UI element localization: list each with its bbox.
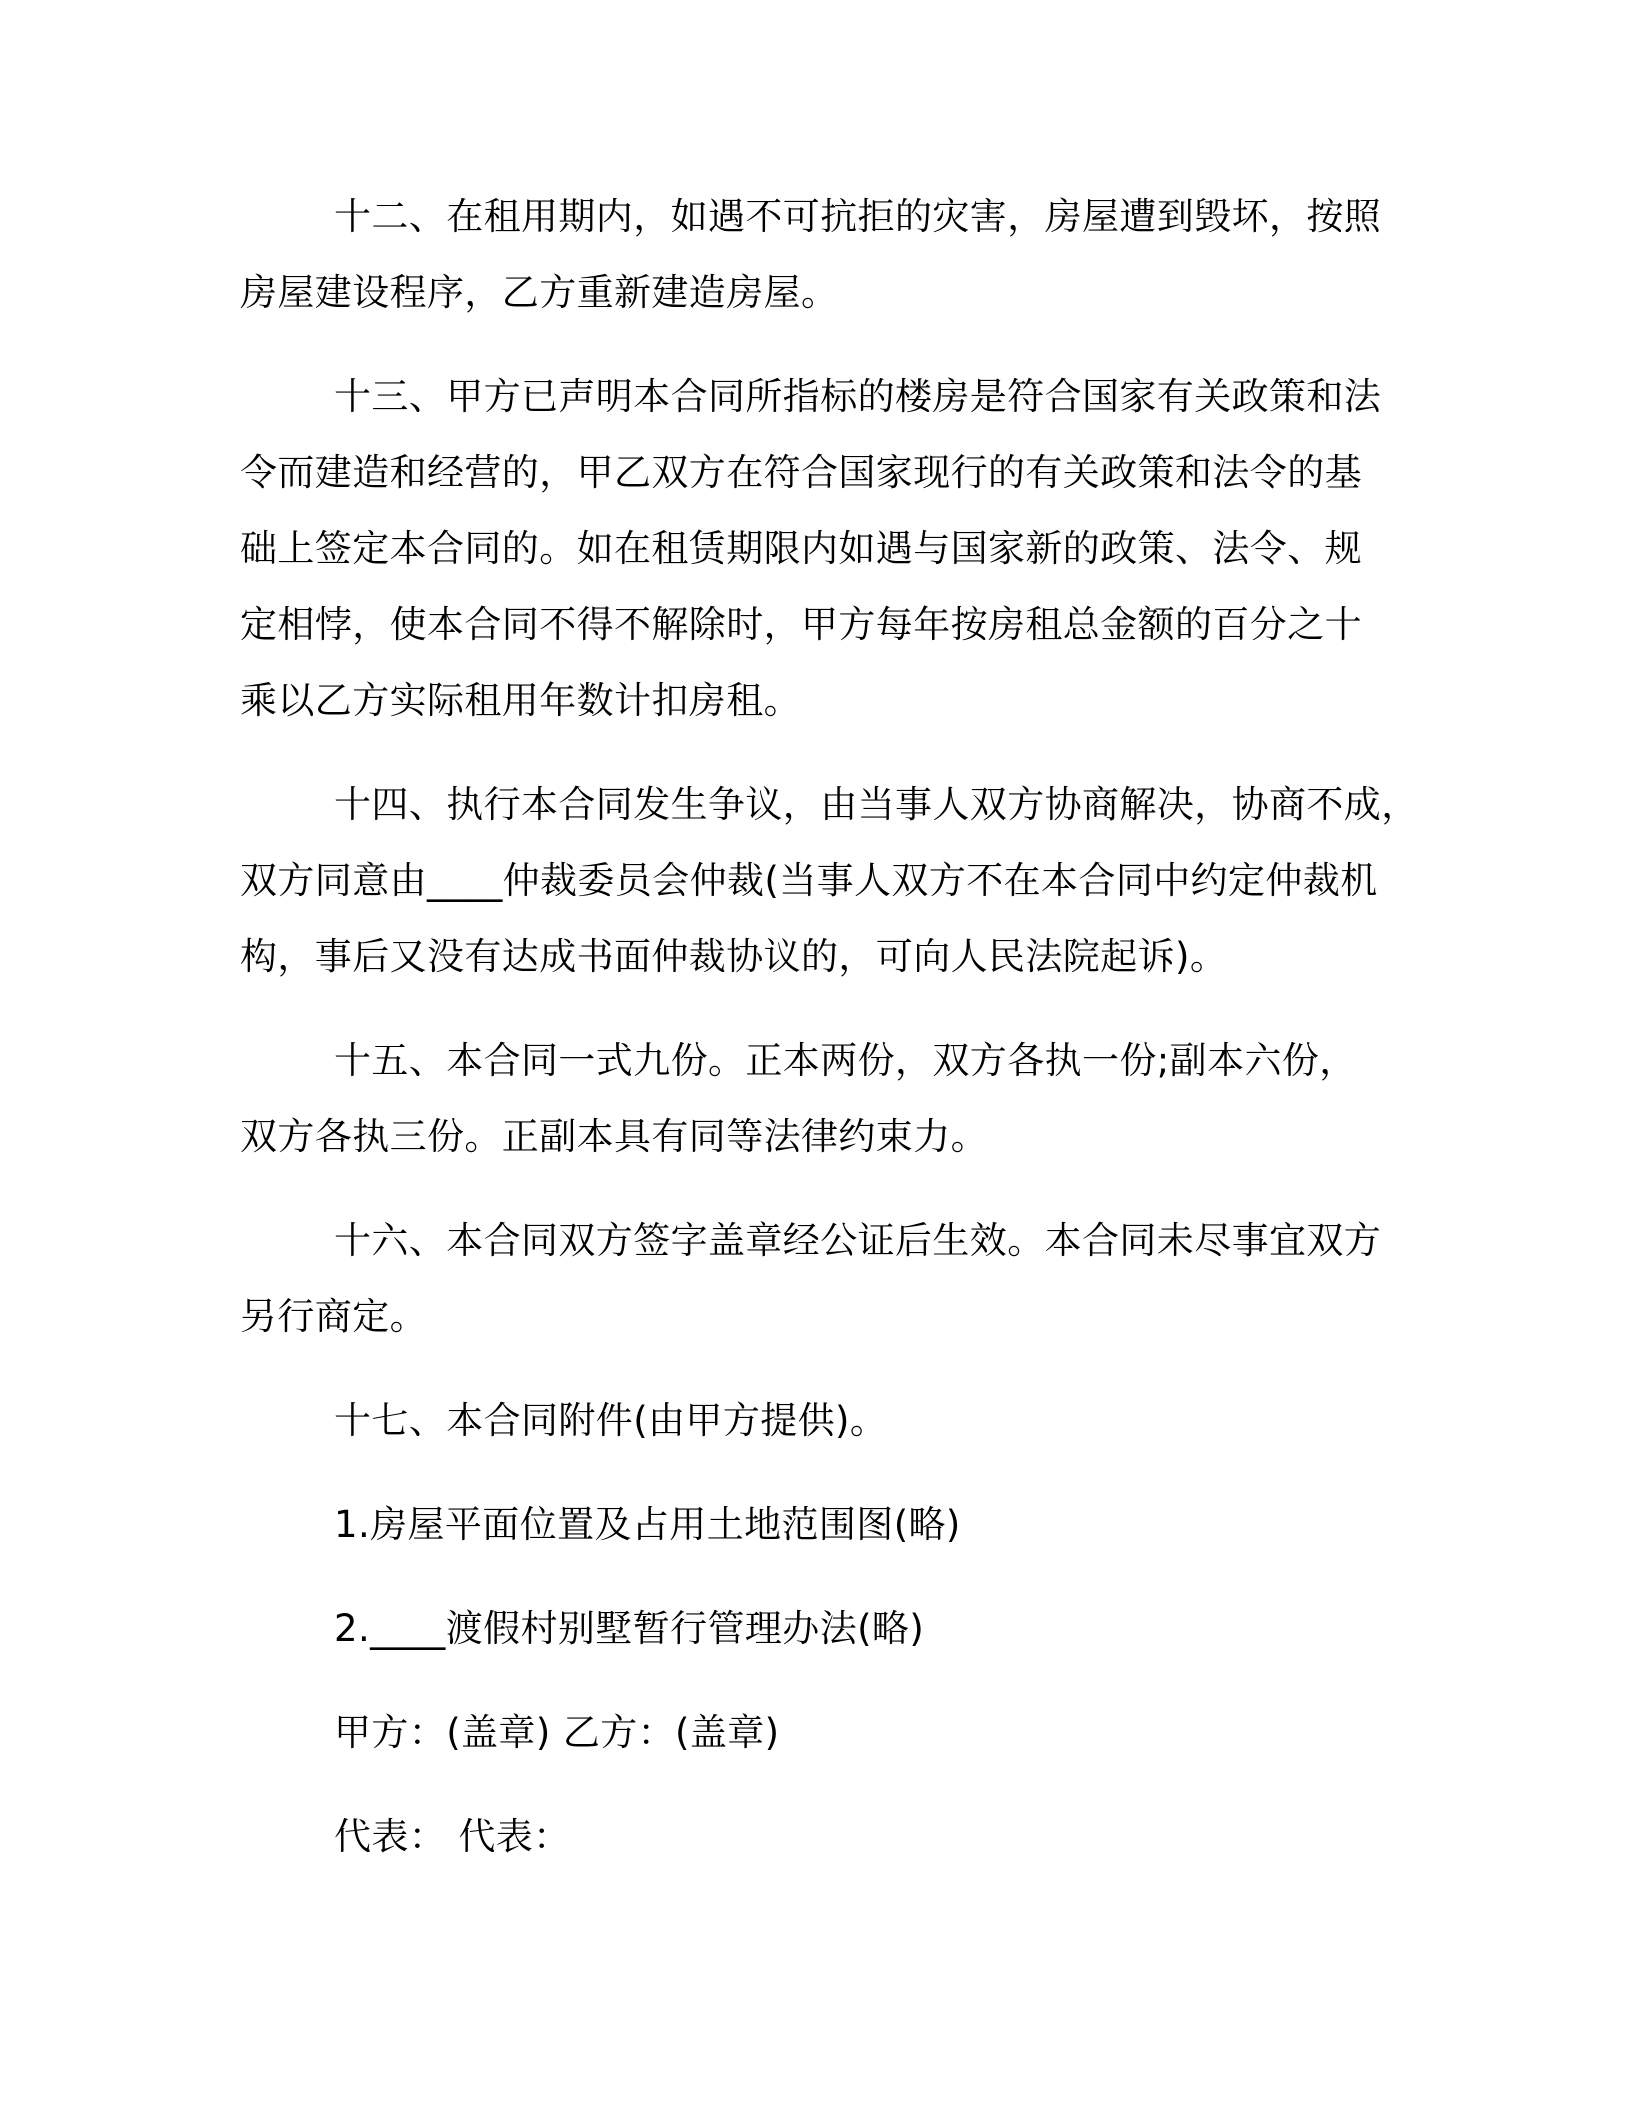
signature-parties: 甲方：(盖章) 乙方：(盖章) (334, 1711, 780, 1754)
clause-13-line-4: 定相悖，使本合同不得不解除时，甲方每年按房租总金额的百分之十 (240, 603, 1362, 646)
clause-12-line-1: 十二、在租用期内，如遇不可抗拒的灾害，房屋遭到毁坏，按照 (334, 195, 1382, 238)
clause-15-line-1: 十五、本合同一式九份。正本两份，双方各执一份;副本六份， (334, 1039, 1357, 1082)
clause-17-line-1: 十七、本合同附件(由甲方提供)。 (334, 1399, 888, 1442)
clause-15-line-2: 双方各执三份。正副本具有同等法律约束力。 (240, 1115, 988, 1158)
clause-16-line-1: 十六、本合同双方签字盖章经公证后生效。本合同未尽事宜双方 (334, 1219, 1382, 1262)
clause-14-line-3: 构，事后又没有达成书面仲裁协议的，可向人民法院起诉)。 (240, 935, 1228, 978)
clause-13-line-3: 础上签定本合同的。如在租赁期限内如遇与国家新的政策、法令、规 (240, 527, 1362, 570)
clause-14-line-2: 双方同意由____仲裁委员会仲裁(当事人双方不在本合同中约定仲裁机 (240, 859, 1378, 902)
clause-13-line-2: 令而建造和经营的，甲乙双方在符合国家现行的有关政策和法令的基 (240, 451, 1362, 494)
representatives: 代表： 代表： (334, 1815, 571, 1858)
clause-13-line-1: 十三、甲方已声明本合同所指标的楼房是符合国家有关政策和法 (334, 375, 1382, 418)
clause-13-line-5: 乘以乙方实际租用年数计扣房租。 (240, 679, 801, 722)
attachment-2: 2.____渡假村别墅暂行管理办法(略) (334, 1607, 925, 1650)
attachment-1: 1.房屋平面位置及占用土地范围图(略) (334, 1503, 961, 1546)
clause-12-line-2: 房屋建设程序，乙方重新建造房屋。 (240, 271, 839, 314)
clause-14-line-1: 十四、执行本合同发生争议，由当事人双方协商解决，协商不成， (334, 783, 1419, 826)
clause-16-line-2: 另行商定。 (240, 1295, 427, 1338)
